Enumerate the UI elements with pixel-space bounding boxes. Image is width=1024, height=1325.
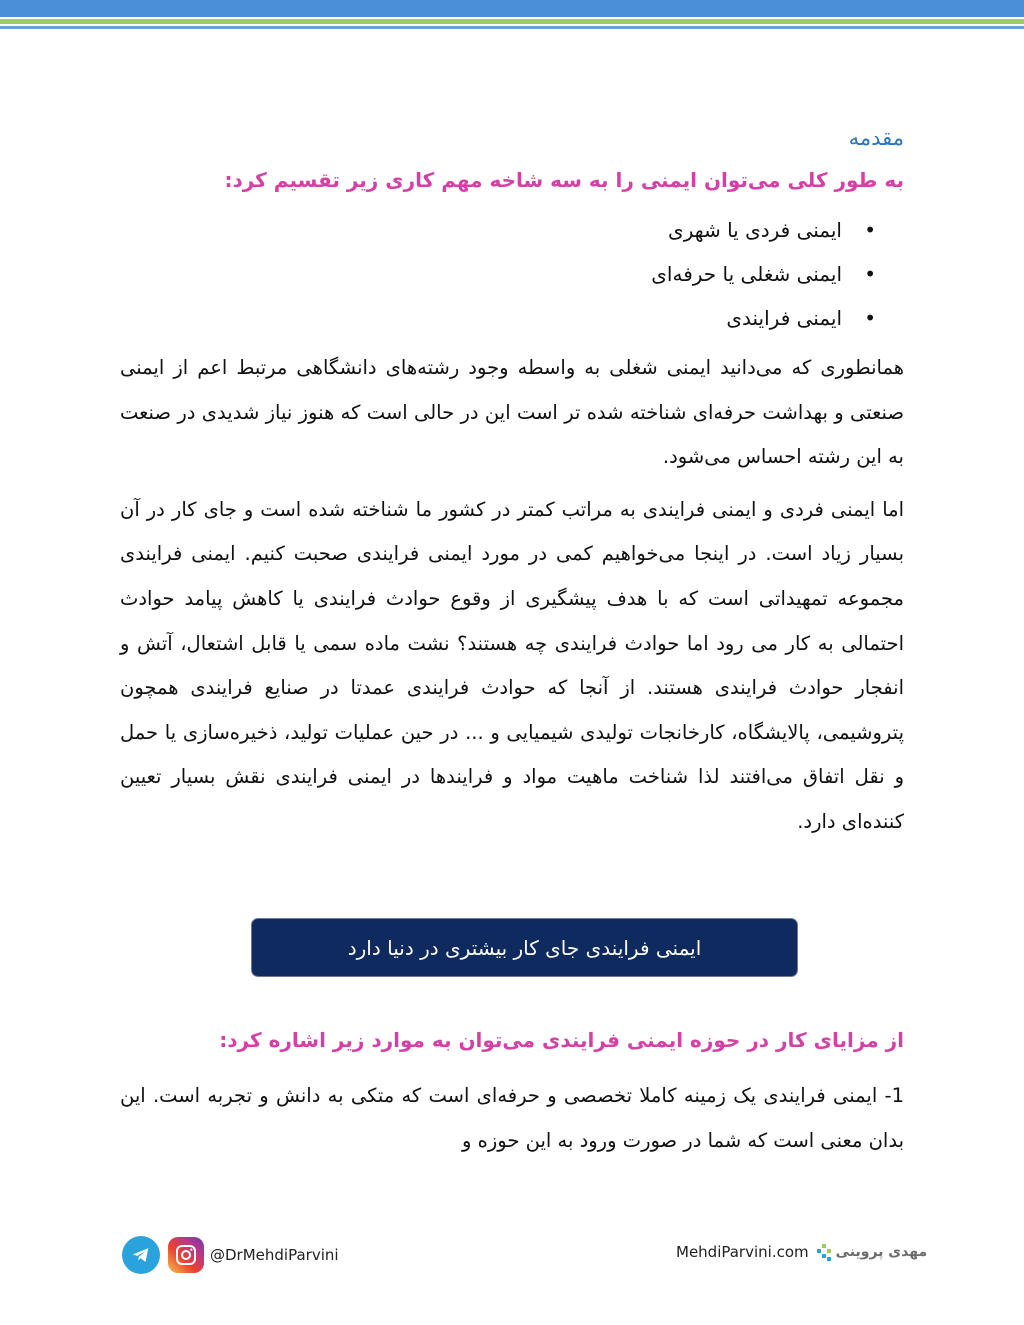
brand-name: مهدی پروینی	[835, 1244, 928, 1260]
brand-logo	[817, 1241, 928, 1263]
bullet-icon: •	[864, 218, 876, 242]
social-handle[interactable]: @DrMehdiParvini	[210, 1246, 339, 1264]
header-stripe-green	[0, 19, 1024, 24]
paragraph-occupational-safety: همانطوری که می‌دانید ایمنی شغلی به واسطه وجود رشته‌های دانشگاهی مرتبط اعم از ایمنی صنعتی و بهداشت حرفه‌ای شناخته شده تر است این در حالی است که هنوز نیاز شدیدی در صنعت به این رشته احساس می‌شود.	[120, 356, 904, 469]
callout-box	[251, 918, 798, 977]
branches-heading: به طور کلی می‌توان ایمنی را به سه شاخه مهم کاری زیر تقسیم کرد:	[224, 168, 904, 192]
paragraph-process-safety: اما ایمنی فردی و ایمنی فرایندی به مراتب کمتر در کشور ما شناخته شده است و جای کار در آن بسیار زیاد است. در اینجا می‌خواهیم کمی در مورد ایمنی فرایندی صحبت کنیم. ایمنی فرایندی مجموعه تمهیداتی است که با هدف پیشگیری از وقوع حوادث فرایندی یا کاهش پیامد حوادث احتمالی به کار می رود اما حوادث فرایندی چه هستند؟ نشت ماده سمی یا قابل اشتعال، آتش و انفجار حوادث فرایندی هستند. از آنجا که حوادث فرایندی عمدتا در صنایع فرایندی همچون پتروشیمی، پالایشگاه، کارخانجات تولیدی شیمیایی و ... در حین عملیات تولید، ذخیره‌سازی یا حمل و نقل اتفاق می‌افتند لذا شناخت ماهیت مواد و فرایندها در ایمنی فرایندی نقش بسیار تعیین کننده‌ای دارد.	[120, 497, 904, 833]
intro-heading: مقدمه	[848, 126, 904, 150]
bullet-icon: •	[864, 306, 876, 330]
item-text: ایمنی فرایندی یک زمینه کاملا تخصصی و حرفه‌ای است که متکی به دانش و تجربه است. این بدان معنی است که شما در صورت ورود به این حوزه و	[120, 1084, 904, 1152]
instagram-icon[interactable]	[168, 1237, 204, 1273]
callout-text: ایمنی فرایندی جای کار بیشتری در دنیا دارد	[347, 935, 702, 960]
list-item: • ایمنی شغلی یا حرفه‌ای	[120, 252, 842, 296]
list-item: • ایمنی فردی یا شهری	[120, 208, 842, 252]
header-stripe-blue	[0, 26, 1024, 29]
advantages-heading: از مزایای کار در حوزه ایمنی فرایندی می‌توان به موارد زیر اشاره کرد:	[219, 1028, 904, 1052]
pixel-logo-icon	[817, 1241, 833, 1263]
website-link[interactable]: MehdiParvini.com	[676, 1243, 809, 1261]
header-band	[0, 0, 1024, 17]
site-branding	[676, 1232, 927, 1272]
social-links	[122, 1235, 339, 1275]
page-content	[120, 118, 904, 845]
numbered-item	[120, 1074, 904, 1163]
item-number: 1-	[884, 1084, 904, 1107]
bullet-icon: •	[864, 262, 876, 286]
branches-list	[120, 208, 904, 340]
list-item: • ایمنی فرایندی	[120, 296, 842, 340]
telegram-icon[interactable]	[122, 1236, 160, 1274]
